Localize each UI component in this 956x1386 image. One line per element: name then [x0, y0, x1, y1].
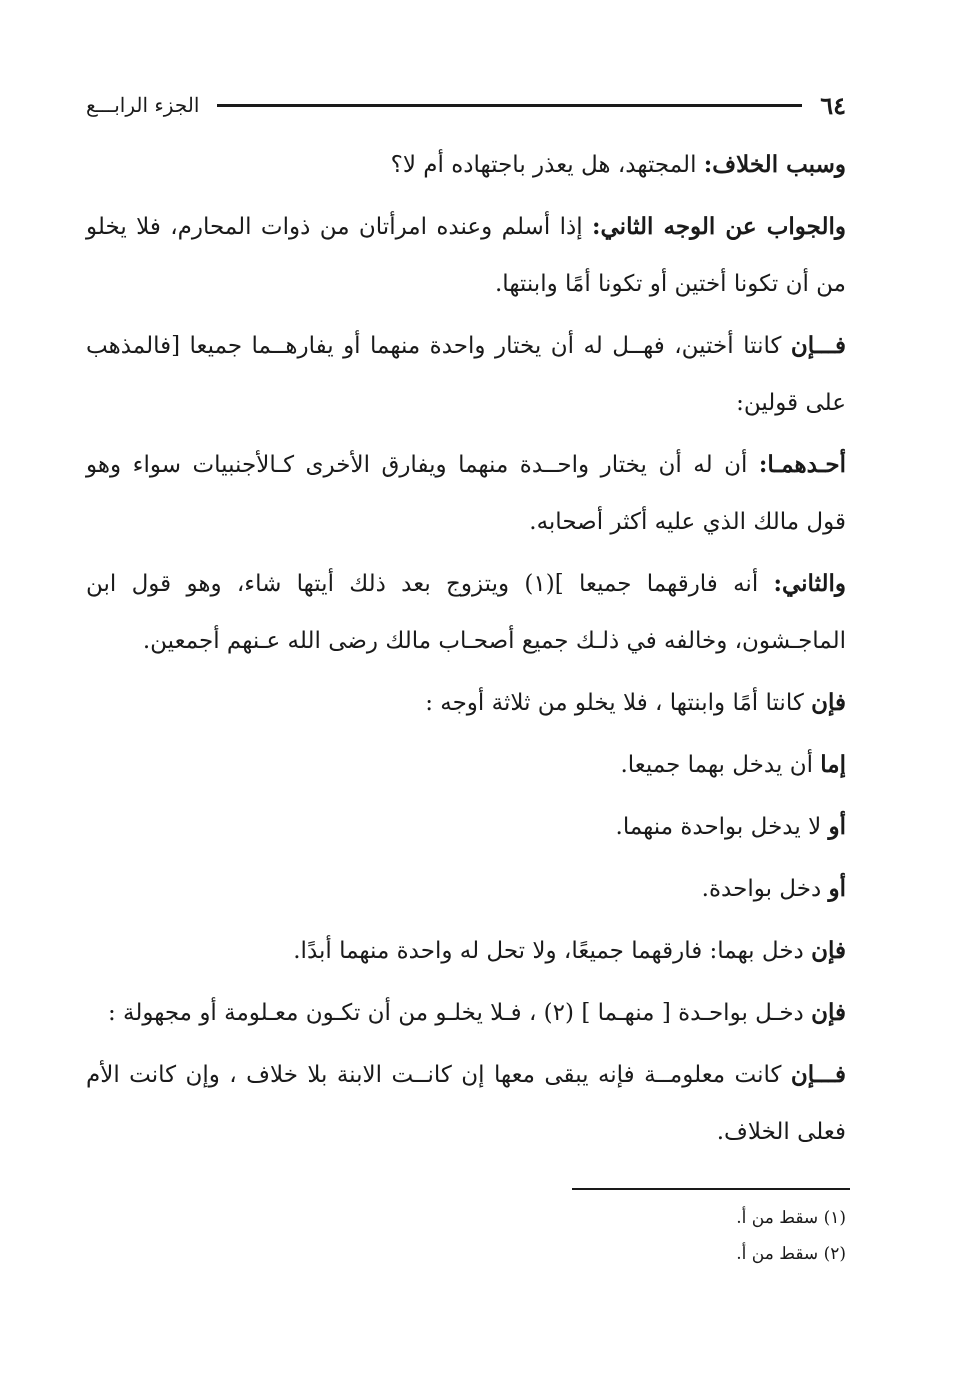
main-text — [86, 136, 846, 1165]
paragraph-lead: والجواب عن الوجه الثاني: — [592, 213, 846, 240]
paragraph — [86, 1046, 846, 1161]
paragraph-text: كانتا أمًا وابنتها ، فلا يخلو من ثلاثة أوجه : — [425, 690, 812, 716]
paragraph-lead: فإن — [811, 937, 846, 964]
paragraph-lead: والثاني: — [773, 570, 847, 597]
paragraph-lead: أحـدهمـا: — [758, 451, 846, 478]
footnote: (١) سقط من أ. — [736, 1208, 846, 1228]
paragraph-text: دخل بواحدة. — [701, 876, 829, 902]
paragraph — [86, 736, 846, 794]
paragraph-text: كانت معلومــة فإنه يبقى معها إن كانــت الابنة بلا خلاف ، وإن كانت الأم فعلى الخلاف. — [86, 1062, 846, 1145]
paragraph-lead: إما — [820, 751, 846, 778]
paragraph — [86, 198, 846, 313]
footnotes — [86, 1200, 846, 1272]
header-rule — [217, 104, 802, 107]
paragraph-lead: فـــإن — [790, 332, 846, 359]
paragraph-lead: فإن — [811, 689, 846, 716]
paragraph-text: دخل بهما: فارقهما جميعًا، ولا تحل له واحدة منهما أبدًا. — [293, 938, 812, 964]
paragraph-text: إذا أسلم وعنده امرأتان من ذوات المحارم، فلا يخلو من أن تكونا أختين أو تكونا أمًا وابنتها. — [86, 214, 846, 297]
paragraph — [86, 984, 846, 1042]
paragraph-text: أن له أن يختار واحــدة منهما ويفارق الأخرى كـالأجنبيات سواء وهو قول مالك الذي عليه أكثر أصحابه. — [86, 452, 846, 535]
paragraph-text: المجتهد، هل يعذر باجتهاده أم لا؟ — [390, 152, 704, 178]
paragraph-lead: فإن — [811, 999, 846, 1026]
paragraph-lead: فـــإن — [790, 1061, 846, 1088]
paragraph-text: أن يدخل بهما جميعا. — [620, 752, 821, 778]
paragraph — [86, 317, 846, 432]
paragraph — [86, 436, 846, 551]
paragraph-text: لا يدخل بواحدة منهما. — [615, 814, 829, 840]
paragraph-text: كانتا أختين، فهــل له أن يختار واحدة منهما أو يفارهــما جميعا [فالمذهب على قولين: — [86, 333, 846, 416]
paragraph-lead: أو — [828, 875, 846, 902]
paragraph-lead: أو — [828, 813, 846, 840]
paragraph — [86, 860, 846, 918]
paragraph — [86, 674, 846, 732]
paragraph — [86, 798, 846, 856]
paragraph — [86, 136, 846, 194]
footnote: (٢) سقط من أ. — [736, 1244, 846, 1264]
volume-title: الجزء الرابـــع — [86, 93, 200, 117]
paragraph-lead: وسبب الخلاف: — [703, 151, 846, 178]
page-number: ٦٤ — [820, 90, 846, 120]
paragraph — [86, 555, 846, 670]
paragraph-text: أنه فارقهما جميعا ](١) ويتزوج بعد ذلك أيتها شاء، وهو قول ابن الماجـشون، وخالفه في ذلـك جميع أصحـاب مالك رضى الله عـنهم أجمعين. — [86, 571, 846, 654]
paragraph — [86, 922, 846, 980]
paragraph-text: دخـل بواحـدة [ منهـما ] (٢) ، فـلا يخلـو من أن تكـون معـلومة أو مجهولة : — [107, 1000, 812, 1026]
page-header — [86, 88, 846, 122]
footnote-rule — [572, 1188, 850, 1190]
